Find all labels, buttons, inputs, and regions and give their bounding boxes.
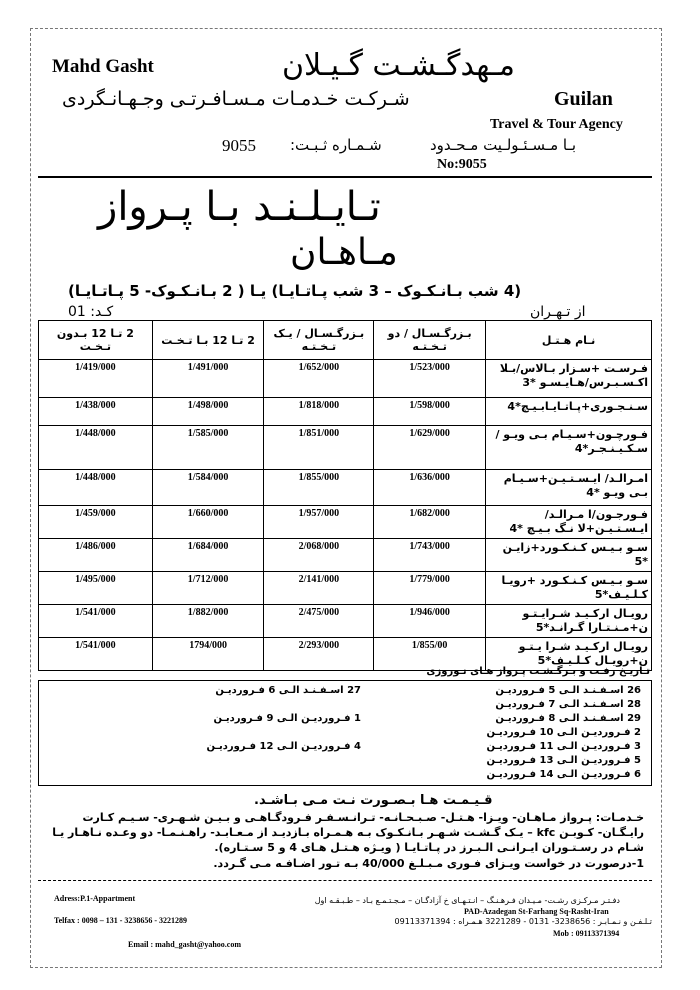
price-child-with-bed: 1794/000 <box>152 638 264 671</box>
date-range-item: 1 فـروردیـن الـی 9 فـروردیـن <box>213 713 361 724</box>
price-child-no-bed: 1/438/000 <box>39 398 153 426</box>
date-range-item: 2 فـروردیـن الـی 10 فـروردیـن <box>486 727 641 738</box>
price-child-no-bed: 1/419/000 <box>39 360 153 398</box>
tour-airline: مـاهـان <box>290 232 398 273</box>
brand-persian: مـهدگـشـت گـیـلان <box>282 48 515 83</box>
table-row <box>39 539 652 572</box>
guilan-label: Guilan <box>554 88 613 110</box>
price-child-with-bed: 1/491/000 <box>152 360 264 398</box>
registration-label: شـمـاره ثـبـت: <box>290 136 382 154</box>
departure-city: از تـهـران <box>530 304 586 320</box>
brand-english: Mahd Gasht <box>52 56 154 77</box>
hotel-name: فـورچـون+سـیـام بـی ویـو /سـکـیـنـجـر*4 <box>486 426 652 470</box>
footer-divider <box>38 880 652 881</box>
date-range-item: 3 فـروردیـن الـی 11 فـروردیـن <box>486 741 641 752</box>
date-range-item: 26 اسـفـنـد الـی 5 فـروردیـن <box>495 685 641 696</box>
price-adult-double: 1/855/00 <box>374 638 486 671</box>
phone-persian: تـلـفـن و نـمـابـر : 3238656- 0131 - 3221289 هـمـراه : 09113371394 <box>394 917 652 926</box>
price-adult-single: 2/068/000 <box>264 539 374 572</box>
price-child-no-bed: 1/541/000 <box>39 605 153 638</box>
price-adult-single: 2/141/000 <box>264 572 374 605</box>
hotel-name: سـو بـیـس کـنـکـورد+زایـن *5 <box>486 539 652 572</box>
tour-title: تـایـلـنـد بـا پـرواز <box>98 184 381 230</box>
header-child-no-bed: 2 تـا 12 بـدون تـخـت <box>39 321 153 360</box>
company-persian: شـرکـت خـدمـات مـسـافـرتـی وجـهـانـگردی <box>62 88 410 110</box>
liability-text: بـا مـسـئـولـیت مـحـدود <box>430 136 577 154</box>
price-child-with-bed: 1/712/000 <box>152 572 264 605</box>
price-adult-double: 1/946/000 <box>374 605 486 638</box>
email-address: Email : mahd_gasht@yahoo.com <box>128 940 242 949</box>
price-child-with-bed: 1/660/000 <box>152 506 264 539</box>
price-adult-double: 1/523/000 <box>374 360 486 398</box>
hotel-name: فـورجـون/ا مـرالـد/ ایـسـتـیـن+لا نـگ بـیـچ *4 <box>486 506 652 539</box>
address-english-1: Adress:P.1-Appartment <box>54 894 136 903</box>
hotel-name: سـو بـیـس کـنـکـورد +رویـا کـلـیـف*5 <box>486 572 652 605</box>
price-adult-single: 1/855/000 <box>264 470 374 506</box>
table-row <box>39 572 652 605</box>
telfax-english: Telfax : 0098 – 131 - 3238656 - 3221289 <box>54 916 188 925</box>
registration-no-english: No:9055 <box>437 157 487 172</box>
rates-table <box>38 320 652 671</box>
price-adult-single: 1/851/000 <box>264 426 374 470</box>
date-range-item: 6 فـروردیـن الـی 14 فـروردیـن <box>486 769 641 780</box>
net-price-note: قـیـمـت هـا بـصـورت نـت مـی بـاشـد. <box>254 793 493 808</box>
registration-number: 9055 <box>222 136 256 155</box>
header-divider <box>38 176 652 178</box>
hotel-name: فـرسـت +سـزار بـالاس/بـلا اکـسـبـرس/هـایـسـو *3 <box>486 360 652 398</box>
price-child-with-bed: 1/498/000 <box>152 398 264 426</box>
table-row <box>39 605 652 638</box>
table-header-row <box>39 321 652 360</box>
header-adult-single: بـزرگـسـال / یـک تـخـتـه <box>264 321 374 360</box>
address-english-2: PAD-Azadegan St-Farhang Sq-Rasht-Iran <box>464 907 609 916</box>
dates-box <box>38 680 652 786</box>
header-child-with-bed: 2 تـا 12 بـا تـخـت <box>152 321 264 360</box>
price-adult-double: 1/598/000 <box>374 398 486 426</box>
price-child-with-bed: 1/882/000 <box>152 605 264 638</box>
header-adult-double: بـزرگـسـال / دو تـخـتـه <box>374 321 486 360</box>
table-row <box>39 426 652 470</box>
tour-subtitle: (4 شب بـانـکـوک – 3 شب پـاتـایـا) یـا ( 2 بـانـکـوک- 5 پـاتـایـا) <box>68 282 522 300</box>
header-hotel-name: نـام هـتـل <box>486 321 652 360</box>
price-child-no-bed: 1/459/000 <box>39 506 153 539</box>
price-child-with-bed: 1/585/000 <box>152 426 264 470</box>
table-row <box>39 398 652 426</box>
price-child-with-bed: 1/584/000 <box>152 470 264 506</box>
price-adult-single: 1/818/000 <box>264 398 374 426</box>
date-range-item: 5 فـروردیـن الـی 13 فـروردیـن <box>486 755 641 766</box>
hotel-name: امـرالـد/ ایـسـتـیـن+سـیـام بـی ویـو *4 <box>486 470 652 506</box>
date-range-item: 4 فـروردیـن الـی 12 فـروردیـن <box>206 741 361 752</box>
date-range-item: 29 اسـفـنـد الـی 8 فـروردیـن <box>495 713 641 724</box>
address-persian: دفـتـر مـرکـزی رشـت- مـیـدان فـرهـنـگ – انـتـهـای خ آزادگـان – مـجـتـمـع بـاد – طـبـقـه اول <box>314 896 620 905</box>
table-row <box>39 470 652 506</box>
price-adult-double: 1/779/000 <box>374 572 486 605</box>
hotel-name: رویـال ارکـیـد شـرا یـتـو ن+رویـال کـلـیـف*5 <box>486 638 652 671</box>
price-adult-double: 1/682/000 <box>374 506 486 539</box>
price-child-no-bed: 1/486/000 <box>39 539 153 572</box>
price-adult-single: 2/293/000 <box>264 638 374 671</box>
date-range-item: 27 اسـفـنـد الـی 6 فـروردیـن <box>215 685 361 696</box>
hotel-name: سـنـجـوری+پـاتـایـابـیـچ*4 <box>486 398 652 426</box>
dates-heading: تـاریـخ رفـت و بـرگـشـت پـرواز هـای نـوروزی <box>426 666 650 677</box>
price-child-with-bed: 1/684/000 <box>152 539 264 572</box>
services-text: خـدمـات: پـرواز مـاهـان- ویـزا- هـتـل- صـبـحـانـه- تـرانـسـفـر فـرودگـاهـی و بـیـن شـهـری- سـیـم کـارت رایـگـان- کـوبـن kfc – یـک گـشـت شـهـر بـانـکـوک بـه هـمـراه بـازدیـد از مـعـابـد- راهـنـمـا- دو وعـده نـاهـار یـا شـام در رسـتـوران ایـرانـی الـبـرز در پـاتـایـا ( ویـژه هـتـل هـای 4 و 5 سـتـاره). <box>52 811 644 854</box>
price-child-no-bed: 1/541/000 <box>39 638 153 671</box>
table-row <box>39 506 652 539</box>
mobile-english: Mob : 09113371394 <box>553 929 620 938</box>
table-row <box>39 360 652 398</box>
price-adult-single: 1/652/000 <box>264 360 374 398</box>
price-adult-double: 1/629/000 <box>374 426 486 470</box>
price-child-no-bed: 1/448/000 <box>39 470 153 506</box>
price-child-no-bed: 1/495/000 <box>39 572 153 605</box>
price-adult-double: 1/743/000 <box>374 539 486 572</box>
price-adult-single: 2/475/000 <box>264 605 374 638</box>
hotel-name: رویـال ارکـیـد شـرایـتـو ن+مـنـتـارا گـرانـد*5 <box>486 605 652 638</box>
visa-note: 1-درصورت در خواست ویـزای فـوری مـبـلـغ 40/000 بـه تـور اضـافـه مـی گـردد. <box>213 857 644 870</box>
agency-english: Travel & Tour Agency <box>490 117 623 132</box>
price-child-no-bed: 1/448/000 <box>39 426 153 470</box>
price-adult-double: 1/636/000 <box>374 470 486 506</box>
tour-code: کـد: 01 <box>68 304 114 320</box>
date-range-item: 28 اسـفـنـد الـی 7 فـروردیـن <box>495 699 641 710</box>
price-adult-single: 1/957/000 <box>264 506 374 539</box>
